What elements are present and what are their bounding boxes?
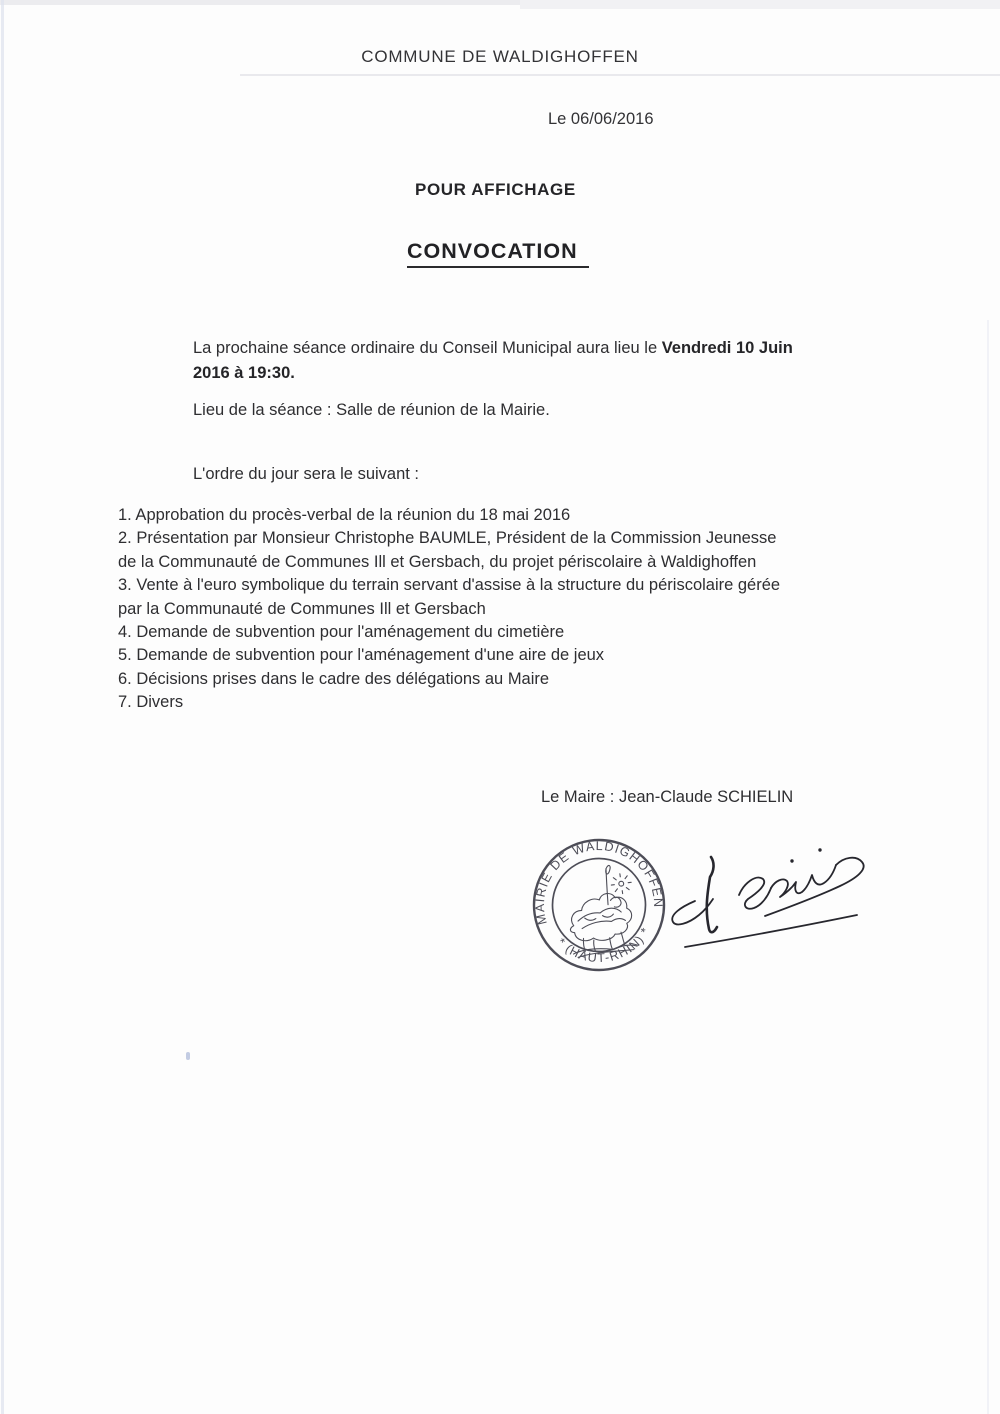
document-title-wrap bbox=[407, 239, 589, 268]
agenda-item-line: 2. Présentation par Monsieur Christophe BAUMLE, Président de la Commission Jeunesse bbox=[118, 529, 777, 548]
commune-title: COMMUNE DE WALDIGHOFFEN bbox=[361, 47, 639, 66]
stamp-top-text: MAIRIE DE WALDIGHOFFEN bbox=[532, 838, 666, 927]
agenda-item-line: 3. Vente à l'euro symbolique du terrain servant d'assise à la structure du périscolaire gérée bbox=[118, 576, 781, 595]
agenda-list bbox=[118, 504, 898, 715]
stamp-bottom-text: * (HAUT-RHIN) * bbox=[554, 924, 653, 966]
signatory-line: Le Maire : Jean-Claude SCHIELIN bbox=[541, 788, 794, 806]
scan-left-edge-line bbox=[1, 0, 4, 1414]
date-line: Le 06/06/2016 bbox=[548, 110, 654, 128]
mayor-signature bbox=[643, 823, 875, 955]
agenda-item-line: 5. Demande de subvention pour l'aménagement d'une aire de jeux bbox=[118, 646, 605, 665]
intro-line-1-bold: Vendredi 10 Juin bbox=[661, 339, 793, 357]
document-title: CONVOCATION bbox=[407, 239, 589, 268]
meeting-location: Lieu de la séance : Salle de réunion de la Mairie. bbox=[193, 401, 550, 419]
svg-text:* (HAUT-RHIN) * bbox=[553, 923, 656, 971]
intro-line-2-bold: 2016 à 19:30. bbox=[193, 363, 295, 382]
affichage-label: POUR AFFICHAGE bbox=[415, 180, 576, 199]
agenda-item-line: par la Communauté de Communes Ill et Gersbach bbox=[118, 599, 486, 618]
intro-line-1 bbox=[193, 336, 873, 361]
intro-line-1-regular: La prochaine séance ordinaire du Conseil Municipal aura lieu le bbox=[193, 339, 662, 357]
stamp-star-burst bbox=[610, 872, 633, 895]
agenda-item-line: de la Communauté de Communes Ill et Gersbach, du projet périscolaire à Waldighoffen bbox=[118, 552, 757, 571]
scan-ink-speck bbox=[186, 1052, 190, 1060]
intro-line-2 bbox=[193, 361, 873, 386]
agenda-item-line: 7. Divers bbox=[118, 693, 184, 712]
intro-paragraph bbox=[193, 336, 873, 385]
agenda-item-line: 6. Décisions prises dans le cadre des délégations au Maire bbox=[118, 669, 550, 688]
scan-fold-line bbox=[240, 74, 1000, 76]
agenda-item-line: 1. Approbation du procès-verbal de la réunion du 18 mai 2016 bbox=[118, 506, 571, 524]
agenda-intro: L'ordre du jour sera le suivant : bbox=[193, 465, 420, 483]
scan-top-band-right bbox=[520, 0, 1000, 9]
scan-right-edge-line bbox=[987, 320, 989, 1414]
agenda-item-line: 4. Demande de subvention pour l'aménagement du cimetière bbox=[118, 623, 565, 642]
